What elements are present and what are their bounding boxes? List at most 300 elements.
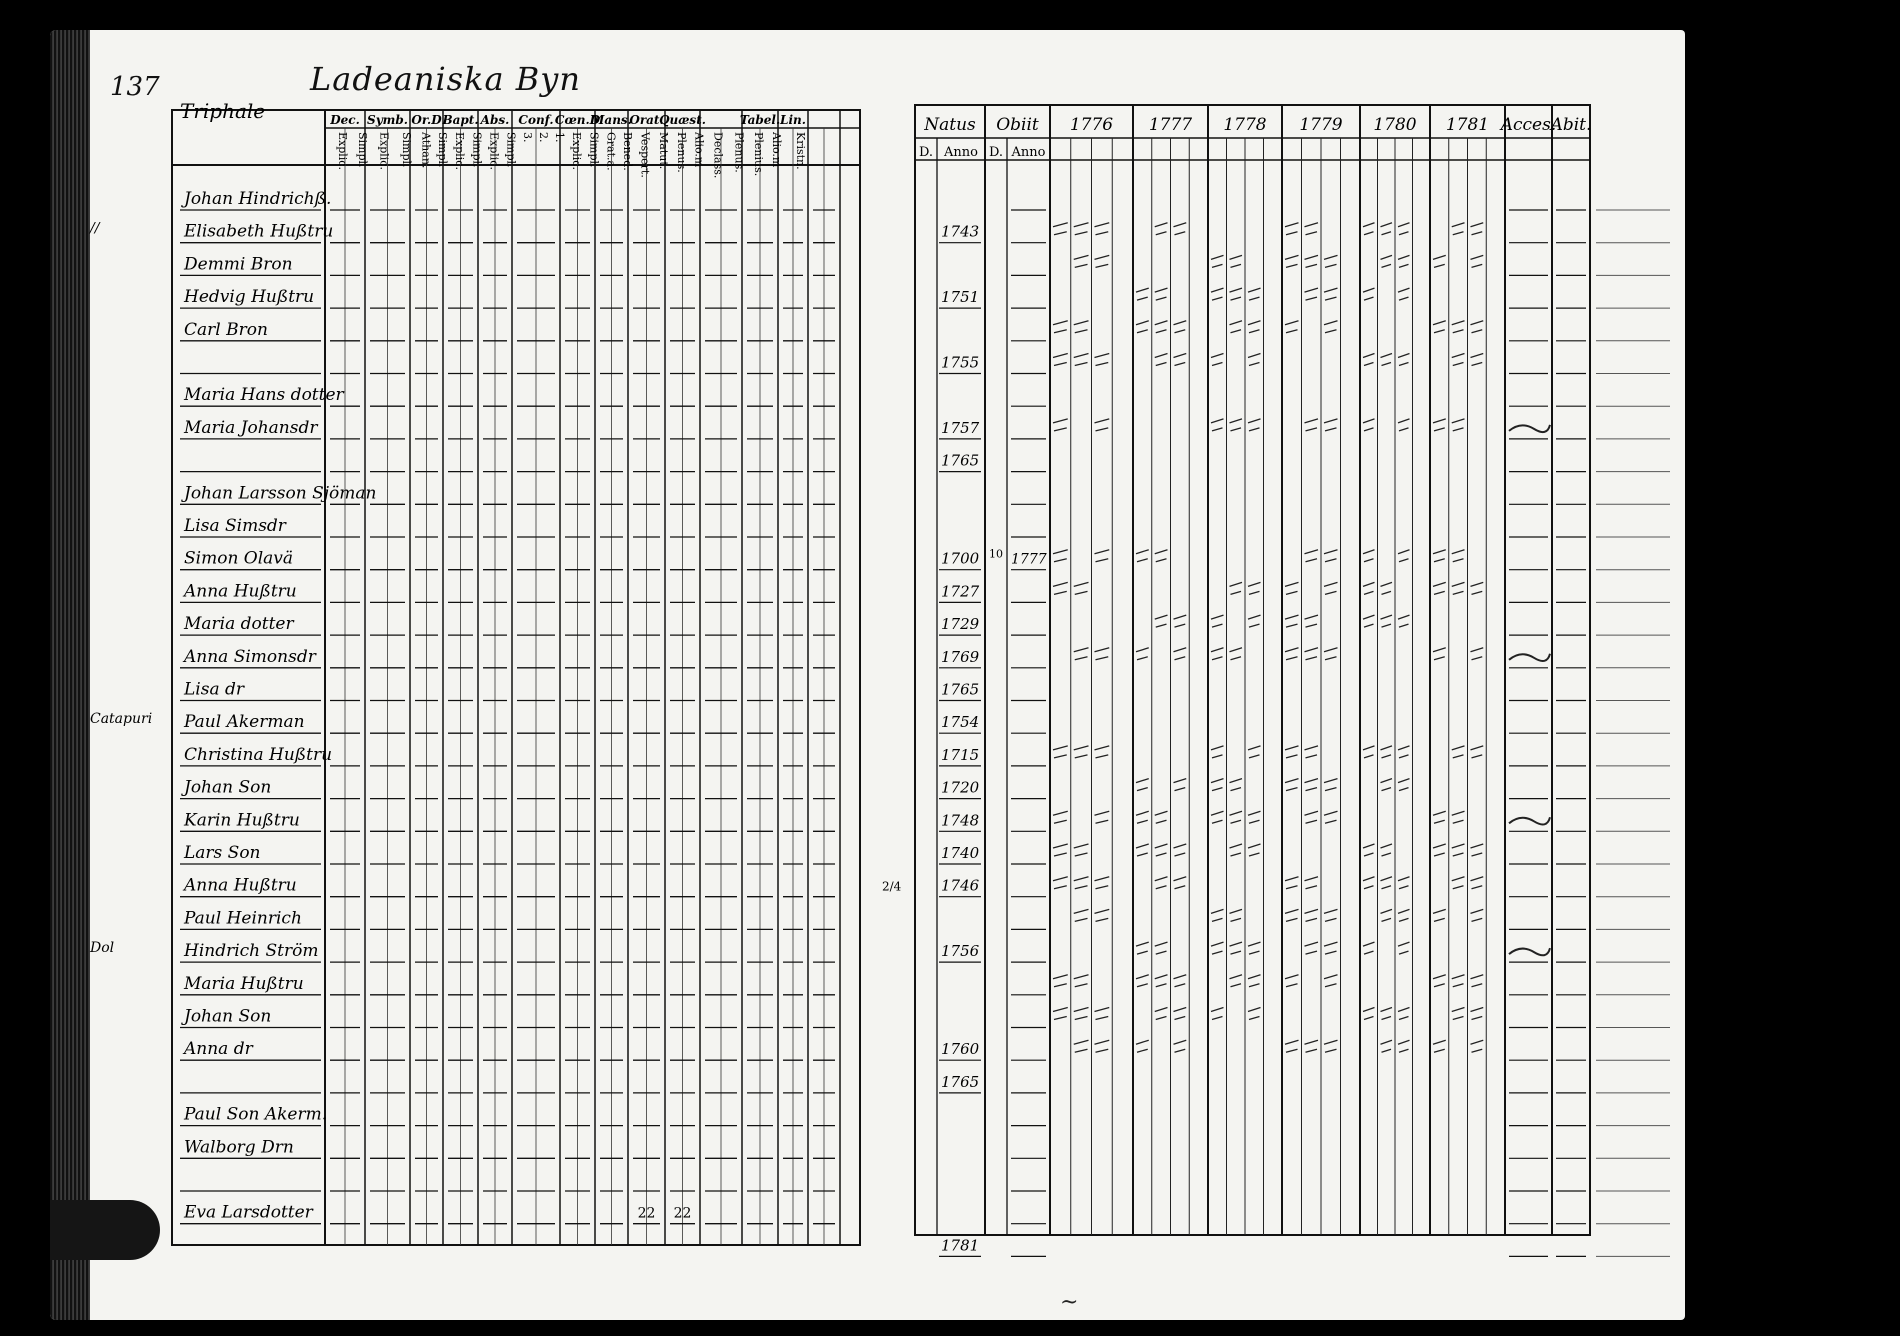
column-subheader: Simpl. [587,132,601,168]
handwritten-mark [1381,1008,1393,1020]
handwritten-mark [1155,615,1168,627]
handwritten-mark [1155,321,1168,333]
handwritten-mark [1155,1008,1168,1020]
handwritten-mark [1211,648,1224,660]
column-header: 1781 [1445,115,1490,135]
handwritten-mark [1363,746,1375,758]
person-name: Anna Simonsdr [184,646,316,667]
handwritten-mark [1211,942,1224,954]
column-header: Natus [924,115,976,135]
handwritten-mark [1363,223,1375,235]
handwritten-mark [1248,844,1261,856]
person-name: Johan Son [184,1006,272,1027]
handwritten-mark [1398,354,1410,366]
handwritten-mark [1381,582,1393,594]
handwritten-mark [1136,648,1149,660]
handwritten-mark [1471,582,1484,594]
handwritten-mark [1363,844,1375,856]
handwritten-mark [1248,811,1261,823]
handwritten-mark [1053,223,1068,235]
handwritten-mark [1136,321,1149,333]
left-ledger-grid [50,30,880,1320]
handwritten-mark [1363,550,1375,562]
handwritten-mark [1305,648,1319,660]
handwritten-mark [1305,1040,1319,1052]
column-subheader: Simpl. [356,132,369,168]
column-subheader: Simpl. [470,132,484,168]
handwritten-mark [1471,975,1484,987]
footer-count: 22 [673,1205,692,1222]
margin-note: 2/4 [882,879,902,894]
handwritten-mark [1211,746,1224,758]
handwritten-mark [1211,255,1224,267]
handwritten-mark [1174,975,1187,987]
handwritten-mark [1285,975,1299,987]
person-name: Paul Son Akerm. [184,1104,328,1125]
handwritten-mark [1381,354,1393,366]
handwritten-mark [1398,779,1410,791]
column-subheader: Plenus. [674,132,688,173]
handwritten-mark [1248,288,1261,300]
handwritten-mark [1248,975,1261,987]
handwritten-mark [1230,975,1243,987]
column-header: Tabel. [739,113,781,127]
handwritten-mark [1433,975,1446,987]
handwritten-mark [1324,779,1338,791]
column-header: 1776 [1069,115,1114,135]
birth-year: 1781 [941,1236,980,1255]
handwritten-mark [1471,746,1484,758]
handwritten-mark [1053,811,1068,823]
person-name: Maria Hußtru [184,973,304,994]
handwritten-mark [1211,811,1224,823]
column-header: 1777 [1148,115,1193,135]
handwritten-mark [1248,615,1261,627]
handwritten-mark [1324,942,1338,954]
handwritten-mark [1248,321,1261,333]
column-subheader: 2. [537,132,550,143]
margin-note: Dol [90,940,115,957]
column-header: Bapt. [442,113,479,127]
column-subheader: D. [918,145,934,160]
birth-year: 1748 [941,811,980,830]
handwritten-mark [1174,321,1187,333]
handwritten-mark [1363,877,1375,889]
person-name: Demmi Bron [184,254,293,275]
column-subheader: Explic. [452,132,466,170]
handwritten-mark [1074,1040,1089,1052]
person-name: Anna dr [184,1039,253,1060]
handwritten-mark [1509,948,1550,955]
handwritten-mark [1285,255,1299,267]
handwritten-mark [1095,909,1110,921]
handwritten-mark [1324,582,1338,594]
person-name: Johan Hindrichß. [184,189,332,209]
handwritten-mark [1211,779,1224,791]
handwritten-mark [1053,877,1068,889]
handwritten-mark [1095,1040,1110,1052]
handwritten-mark [1095,419,1110,431]
handwritten-mark [1305,288,1319,300]
handwritten-mark [1248,582,1261,594]
table-frame [915,105,1590,1235]
column-subheader: Plenus. [732,132,746,173]
handwritten-mark [1433,844,1446,856]
handwritten-mark [1285,582,1299,594]
person-name: Maria Hans dotter [184,385,344,406]
birth-year: 1729 [941,615,980,634]
handwritten-mark [1155,550,1168,562]
handwritten-mark [1433,648,1446,660]
handwritten-mark [1174,223,1187,235]
handwritten-mark [1363,419,1375,431]
column-subheader: Anno [1011,145,1046,160]
column-header: 1780 [1373,115,1417,135]
handwritten-mark [1305,223,1319,235]
column-header: 1779 [1299,115,1343,135]
handwritten-mark [1174,648,1187,660]
handwritten-mark [1305,746,1319,758]
handwritten-mark [1136,844,1149,856]
handwritten-mark [1452,1008,1465,1020]
birth-year: 1769 [941,647,980,666]
handwritten-mark [1324,1040,1338,1052]
handwritten-mark [1324,255,1338,267]
handwritten-mark [1363,354,1375,366]
handwritten-mark [1305,811,1319,823]
handwritten-mark [1248,1008,1261,1020]
column-header: Mans. [591,113,632,127]
column-subheader: Bened. [620,132,634,171]
death-day: 10 [989,547,1003,561]
handwritten-mark [1452,550,1465,562]
handwritten-mark [1305,550,1319,562]
column-subheader: D. [988,145,1004,160]
column-subheader: Vespert. [638,132,652,178]
handwritten-mark [1230,582,1243,594]
handwritten-mark [1398,1040,1410,1052]
handwritten-mark [1053,419,1068,431]
handwritten-mark [1471,255,1484,267]
handwritten-mark [1230,255,1243,267]
handwritten-mark [1095,255,1110,267]
handwritten-mark [1248,942,1261,954]
handwritten-mark [1324,648,1338,660]
right-ledger-grid [870,30,1685,1320]
column-header: Or.D [411,113,442,127]
column-header: Abit. [1550,115,1592,135]
handwritten-mark [1471,1008,1484,1020]
handwritten-mark [1433,419,1446,431]
footer-mark: ~ [1060,1290,1079,1315]
birth-year: 1756 [941,942,980,961]
handwritten-mark [1285,877,1299,889]
handwritten-mark [1452,844,1465,856]
handwritten-mark [1398,1008,1410,1020]
handwritten-mark [1174,354,1187,366]
handwritten-mark [1155,877,1168,889]
birth-year: 1740 [941,844,980,862]
handwritten-mark [1363,288,1375,300]
handwritten-mark [1053,844,1068,856]
handwritten-mark [1398,877,1410,889]
handwritten-mark [1509,817,1550,824]
left-page [50,30,880,1320]
person-name: Paul Akerman [184,712,305,733]
handwritten-mark [1155,811,1168,823]
handwritten-mark [1230,288,1243,300]
person-name: Paul Heinrich [184,908,302,929]
handwritten-mark [1285,615,1299,627]
person-name: Hindrich Ström [184,941,319,962]
handwritten-mark [1211,419,1224,431]
handwritten-mark [1398,288,1410,300]
birth-year: 1746 [941,876,980,895]
handwritten-mark [1074,582,1089,594]
handwritten-mark [1398,255,1410,267]
handwritten-mark [1324,975,1338,987]
handwritten-mark [1174,1040,1187,1052]
handwritten-mark [1053,550,1068,562]
person-name: Anna Hußtru [184,581,297,602]
birth-year: 1755 [941,353,980,372]
column-subheader: Explic. [377,132,391,170]
handwritten-mark [1363,582,1375,594]
handwritten-mark [1095,877,1110,889]
handwritten-mark [1285,779,1299,791]
handwritten-mark [1471,844,1484,856]
person-name: Lars Son [184,843,261,863]
handwritten-mark [1074,746,1089,758]
column-header: Orat. [629,113,664,127]
handwritten-mark [1324,909,1338,921]
handwritten-mark [1452,419,1465,431]
handwritten-mark [1074,255,1089,267]
handwritten-mark [1381,909,1393,921]
handwritten-mark [1285,1040,1299,1052]
handwritten-mark [1433,255,1446,267]
person-name: Maria dotter [184,614,294,635]
footer-count: 22 [637,1205,656,1222]
handwritten-mark [1136,811,1149,823]
person-name: Maria Johansdr [184,417,318,438]
handwritten-mark [1398,615,1410,627]
birth-year: 1765 [941,1072,980,1091]
handwritten-mark [1471,648,1484,660]
handwritten-mark [1324,550,1338,562]
column-header: Quæst. [659,113,706,127]
column-subheader: Kristn. [794,132,807,170]
handwritten-mark [1433,582,1446,594]
handwritten-mark [1285,746,1299,758]
handwritten-mark [1174,1008,1187,1020]
handwritten-mark [1053,354,1068,366]
handwritten-mark [1095,354,1110,366]
handwritten-mark [1471,223,1484,235]
handwritten-mark [1452,877,1465,889]
handwritten-mark [1155,975,1168,987]
margin-note: // [90,220,100,237]
handwritten-mark [1174,877,1187,889]
handwritten-mark [1074,844,1089,856]
handwritten-mark [1305,909,1319,921]
handwritten-mark [1305,942,1319,954]
handwritten-mark [1230,811,1243,823]
birth-year: 1720 [941,778,980,797]
birth-year: 1743 [941,222,980,241]
column-subheader: Plenius. [752,132,765,177]
birth-year: 1757 [941,418,980,437]
column-header: Dec. [330,113,360,127]
handwritten-mark [1074,321,1089,333]
column-header: Acces. [1500,115,1557,135]
handwritten-mark [1433,1040,1446,1052]
handwritten-mark [1174,844,1187,856]
handwritten-mark [1053,321,1068,333]
handwritten-mark [1248,746,1261,758]
birth-year: 1765 [941,451,980,470]
handwritten-mark [1363,1008,1375,1020]
handwritten-mark [1136,1040,1149,1052]
handwritten-mark [1211,354,1224,366]
birth-year: 1700 [941,549,980,568]
handwritten-mark [1074,975,1089,987]
handwritten-mark [1452,321,1465,333]
birth-year: 1715 [941,745,980,764]
handwritten-mark [1155,288,1168,300]
column-header: Symb. [367,113,408,127]
handwritten-mark [1230,419,1243,431]
person-name: Eva Larsdotter [184,1202,313,1223]
handwritten-mark [1211,615,1224,627]
column-subheader: Alio.m [770,132,783,168]
handwritten-mark [1155,942,1168,954]
right-page [870,30,1685,1320]
handwritten-mark [1363,942,1375,954]
handwritten-mark [1381,779,1393,791]
handwritten-mark [1174,615,1187,627]
column-subheader: Explic. [487,132,501,170]
handwritten-mark [1095,550,1110,562]
person-name: Elisabeth Hußtru [184,221,334,242]
handwritten-mark [1211,909,1224,921]
handwritten-mark [1053,1008,1068,1020]
handwritten-mark [1230,844,1243,856]
handwritten-mark [1398,909,1410,921]
person-name: Anna Hußtru [184,875,297,896]
handwritten-mark [1433,550,1446,562]
handwritten-mark [1324,811,1338,823]
handwritten-mark [1324,288,1338,300]
handwritten-mark [1211,1008,1224,1020]
column-header: Obiit [996,115,1039,135]
handwritten-mark [1381,844,1393,856]
handwritten-mark [1305,419,1319,431]
handwritten-mark [1174,779,1187,791]
column-subheader: Anno [944,145,978,160]
handwritten-mark [1155,354,1168,366]
handwritten-mark [1452,354,1465,366]
handwritten-mark [1471,354,1484,366]
column-subheader: Explic. [336,132,349,170]
handwritten-mark [1074,648,1089,660]
page-number: 137 [110,72,160,102]
column-header: Abs. [480,113,510,127]
handwritten-mark [1074,223,1089,235]
column-header: Cœn.D [554,113,601,127]
handwritten-mark [1509,654,1550,661]
column-subheader: Athan. [419,132,433,169]
handwritten-mark [1305,615,1319,627]
handwritten-mark [1452,582,1465,594]
birth-year: 1751 [941,288,980,307]
birth-year: 1727 [941,582,980,601]
margin-note: Catapuri [90,711,153,728]
table-frame [172,110,860,1245]
handwritten-mark [1452,223,1465,235]
handwritten-mark [1074,877,1089,889]
person-name: Walborg Drn [184,1137,294,1158]
column-subheader: 3. [521,132,534,143]
person-name: Karin Hußtru [184,810,300,831]
handwritten-mark [1136,779,1149,791]
birth-year: 1754 [941,713,980,732]
handwritten-mark [1136,288,1149,300]
column-header: Lin. [780,113,806,127]
handwritten-mark [1230,321,1243,333]
handwritten-mark [1136,942,1149,954]
column-subheader: Declass. [711,132,725,179]
handwritten-mark [1381,255,1393,267]
handwritten-mark [1285,909,1299,921]
handwritten-mark [1452,975,1465,987]
person-name: Simon Olavä [184,548,294,569]
handwritten-mark [1095,1008,1110,1020]
handwritten-mark [1471,909,1484,921]
column-subheader: Simpl. [435,132,449,168]
column-subheader: Grat.a. [604,132,618,171]
handwritten-mark [1095,223,1110,235]
handwritten-mark [1053,975,1068,987]
handwritten-mark [1398,223,1410,235]
handwritten-mark [1305,255,1319,267]
handwritten-mark [1433,909,1446,921]
handwritten-mark [1230,942,1243,954]
column-subheader: Explic. [569,132,583,170]
handwritten-mark [1136,975,1149,987]
handwritten-mark [1136,550,1149,562]
handwritten-mark [1452,811,1465,823]
handwritten-mark [1305,779,1319,791]
column-header: 1778 [1223,115,1267,135]
death-year: 1777 [1011,551,1047,568]
person-name: Hedvig Hußtru [184,287,315,308]
handwritten-mark [1324,419,1338,431]
handwritten-mark [1433,321,1446,333]
handwritten-mark [1398,550,1410,562]
handwritten-mark [1248,419,1261,431]
birth-year: 1765 [941,680,980,699]
handwritten-mark [1095,811,1110,823]
birth-year: 1760 [941,1040,980,1059]
header-triphale: Triphale [180,99,266,123]
column-header: Conf. [518,113,554,127]
column-subheader: Alio.m [692,132,706,168]
handwritten-mark [1074,354,1089,366]
handwritten-mark [1074,1008,1089,1020]
column-subheader: Simpl. [399,132,413,168]
person-name: Johan Son [184,777,272,798]
